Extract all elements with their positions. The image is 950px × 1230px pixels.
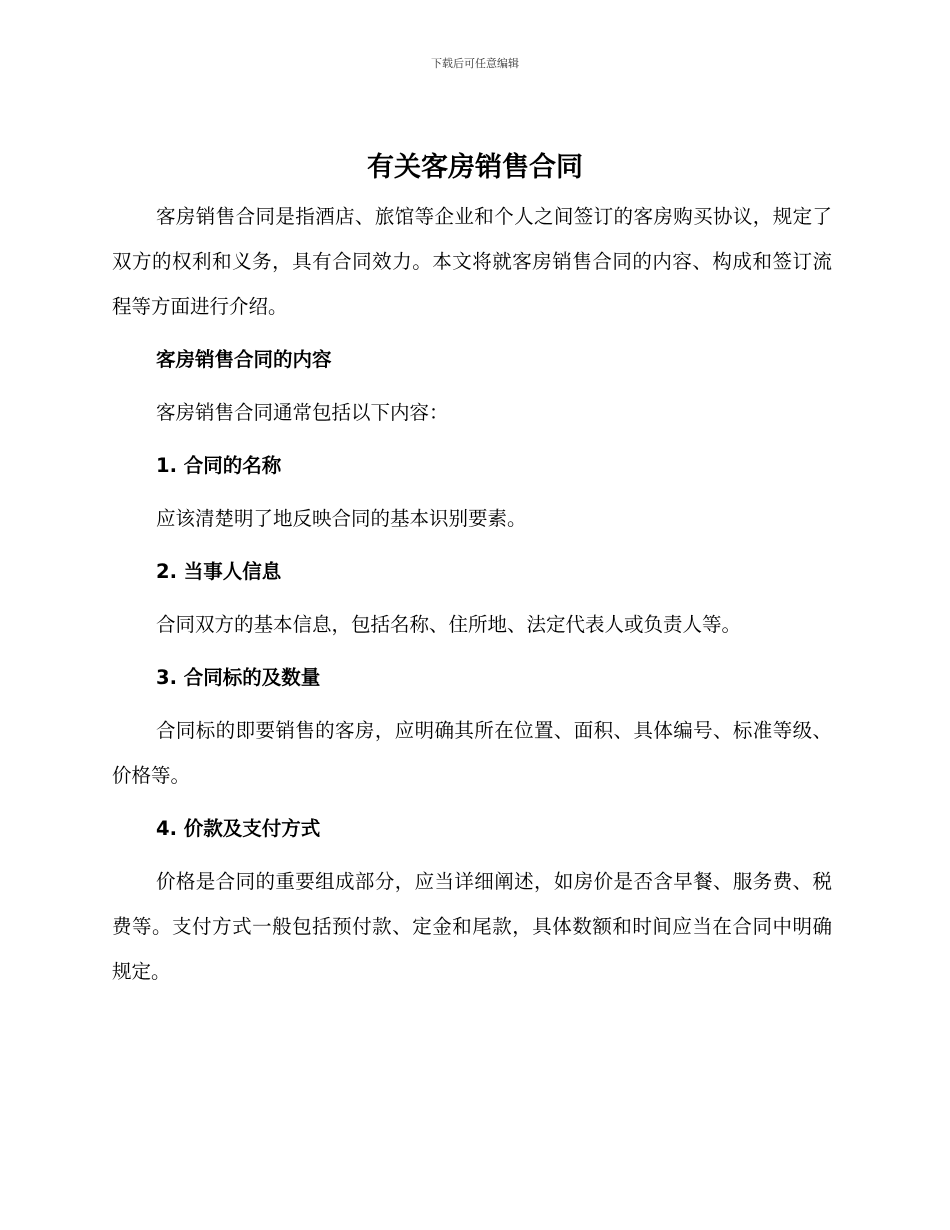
item-heading-3: 3. 合同标的及数量: [156, 666, 321, 689]
intro-paragraph: 客房销售合同是指酒店、旅馆等企业和个人之间签订的客房购买协议，规定了双方的权利和义务，具有合同效力。本文将就客房销售合同的内容、构成和签订流程等方面进行介绍。: [112, 205, 832, 318]
item-heading-4: 4. 价款及支付方式: [156, 817, 321, 840]
document-body: [112, 194, 832, 1002]
section-intro: 客房销售合同通常包括以下内容：: [156, 401, 449, 424]
item-heading-1: 1. 合同的名称: [156, 454, 282, 477]
header-note: 下载后可任意编辑: [431, 57, 519, 70]
item-text-3: 合同标的即要销售的客房，应明确其所在位置、面积、具体编号、标准等级、价格等。: [112, 719, 832, 787]
item-text-4: 价格是合同的重要组成部分，应当详细阐述，如房价是否含早餐、服务费、税费等。支付方式一般包括预付款、定金和尾款，具体数额和时间应当在合同中明确规定。: [112, 870, 832, 983]
item-heading-2: 2. 当事人信息: [156, 560, 282, 583]
item-text-2: 合同双方的基本信息，包括名称、住所地、法定代表人或负责人等。: [156, 613, 742, 636]
section-heading: 客房销售合同的内容: [156, 348, 332, 371]
document-title: 有关客房销售合同: [367, 152, 583, 183]
item-text-1: 应该清楚明了地反映合同的基本识别要素。: [156, 507, 527, 530]
